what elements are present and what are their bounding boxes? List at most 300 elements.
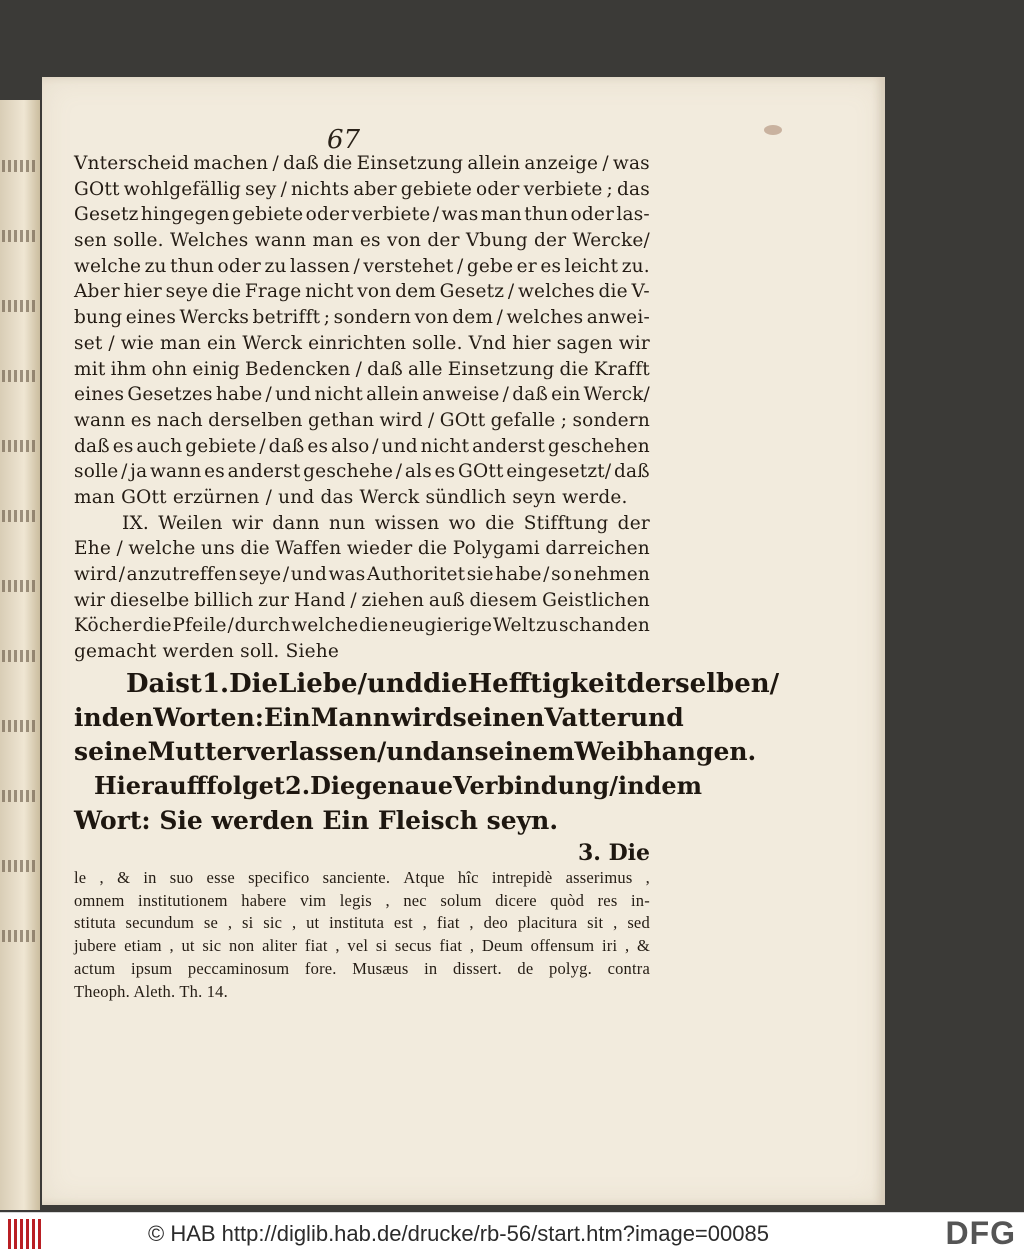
word: / — [502, 384, 510, 406]
word: seye — [165, 281, 209, 303]
word: dem — [395, 281, 436, 303]
word: Köcher — [74, 615, 142, 637]
word: Authoritet — [366, 564, 466, 585]
word: sed — [627, 913, 650, 933]
word: von — [357, 281, 392, 303]
word: Weib — [574, 736, 644, 766]
word: / — [280, 178, 288, 200]
word: Welches — [170, 230, 249, 252]
text-line — [74, 434, 650, 460]
word: 2. — [285, 770, 311, 800]
word: , — [422, 913, 427, 933]
word: seine — [74, 736, 148, 766]
footnote-line — [74, 890, 650, 913]
word: asserimus — [565, 867, 633, 887]
word: ohn — [151, 358, 188, 380]
word: fiat — [436, 913, 460, 933]
word: ; — [560, 409, 568, 431]
word: / — [350, 589, 357, 611]
word: man — [480, 204, 522, 226]
word: ein — [207, 332, 237, 354]
word: nicht — [305, 281, 354, 303]
word: es — [204, 461, 225, 483]
word: es — [307, 435, 329, 457]
word: lassen — [290, 255, 350, 277]
word: verbiete — [523, 178, 603, 200]
word: Geistlichen — [542, 589, 650, 611]
footnote-line — [74, 935, 650, 958]
word: anwei- — [586, 307, 650, 329]
word: Verbindung/ — [453, 770, 618, 800]
word: der — [534, 230, 567, 252]
word: Polygami — [452, 538, 540, 560]
latin-footnote — [74, 867, 650, 1004]
word: und — [275, 384, 312, 406]
text-line — [74, 177, 650, 203]
text-line: gemacht werden soll. Siehe — [74, 641, 339, 663]
word: wann — [74, 409, 126, 431]
word: wird — [74, 564, 118, 585]
word: zu — [536, 615, 559, 637]
word: gebe — [466, 255, 514, 277]
word: das — [616, 178, 650, 200]
word: aliter — [262, 936, 298, 956]
word: las- — [616, 204, 650, 226]
text-line — [74, 613, 650, 639]
word: , — [169, 936, 174, 956]
word: omnem — [74, 890, 125, 910]
word: seinen — [452, 702, 545, 732]
word: daß — [367, 358, 403, 380]
word: Welt — [492, 615, 536, 637]
word: / — [602, 153, 609, 174]
word: Die — [310, 770, 356, 800]
word: die — [598, 281, 628, 303]
word: placitura — [517, 913, 578, 933]
word: wird — [390, 702, 453, 732]
word: wie — [120, 332, 155, 354]
word: zur — [258, 589, 290, 611]
word: : — [254, 702, 264, 732]
word: seye — [238, 564, 282, 585]
word: Gesetzes — [127, 384, 213, 406]
word: leicht — [564, 255, 619, 277]
word: Hierauff — [94, 770, 207, 800]
word: ein — [551, 384, 581, 406]
word: offensum — [530, 936, 595, 956]
word: gebiete — [232, 204, 304, 226]
word: er — [516, 255, 537, 277]
word: die — [485, 512, 515, 534]
word: Mann — [310, 702, 391, 732]
word: , — [385, 890, 390, 910]
word: dieselbe — [109, 589, 190, 611]
word: man — [160, 332, 202, 354]
word: die — [142, 615, 172, 637]
paragraph-ix — [74, 511, 650, 665]
word: deo — [483, 913, 508, 933]
word: wann — [254, 230, 307, 252]
previous-page-edge — [0, 100, 40, 1210]
word: Liebe/ — [278, 668, 367, 699]
text-line — [74, 254, 650, 280]
text-line — [74, 511, 650, 537]
word: die — [422, 668, 468, 699]
word: welche — [74, 255, 142, 277]
text-line — [74, 228, 650, 254]
word: in — [617, 770, 645, 800]
text-line — [74, 562, 650, 588]
word: Da — [126, 668, 166, 699]
text-line — [74, 202, 650, 228]
word: polyg. — [549, 958, 592, 978]
word: est — [393, 913, 413, 933]
word: billich — [194, 589, 254, 611]
word: in- — [630, 890, 650, 910]
large-text-line — [74, 769, 702, 803]
word: set — [74, 332, 103, 354]
word: hier — [123, 281, 162, 303]
word: Wercks — [179, 307, 250, 329]
word: anderst — [472, 435, 545, 457]
word: hingegen — [140, 204, 230, 226]
word: also — [331, 435, 370, 457]
text-line — [74, 279, 650, 305]
text-line — [74, 382, 650, 408]
word: vim — [299, 890, 327, 910]
word: / — [428, 409, 435, 431]
text-line — [74, 305, 650, 331]
word: verbiete — [351, 204, 431, 226]
text-line — [74, 536, 650, 562]
large-text-line — [74, 701, 684, 735]
word: suo — [169, 867, 194, 887]
word: anzutreffen — [126, 564, 238, 585]
word: , — [227, 913, 233, 933]
emphasis-block — [74, 667, 780, 839]
word: solle. — [113, 230, 164, 252]
text-line — [74, 331, 650, 357]
word: Gesetz — [439, 281, 505, 303]
word: sondern — [572, 409, 650, 431]
word: daß — [74, 435, 110, 457]
word: Worten — [153, 702, 255, 732]
word: zu — [264, 255, 287, 277]
word: Musæus — [352, 958, 409, 978]
word: / — [355, 358, 362, 380]
word: einig — [192, 358, 240, 380]
word: und — [386, 736, 441, 766]
word: wo — [448, 512, 476, 534]
word: wird — [379, 409, 423, 431]
footer-bar — [0, 1212, 1024, 1255]
word: gebiete — [185, 435, 257, 457]
word: wohlgefällig — [123, 178, 242, 200]
word: einrichten — [308, 332, 407, 354]
word: , — [469, 913, 474, 933]
word: res — [597, 890, 618, 910]
word: geschehen — [547, 435, 650, 457]
word: und — [629, 702, 684, 732]
word: ja — [130, 461, 148, 483]
word: le — [74, 867, 87, 887]
word: ziehen — [361, 589, 425, 611]
word: oder — [217, 255, 262, 277]
word: was — [612, 153, 650, 174]
word: es — [130, 409, 152, 431]
word: fiat — [439, 936, 463, 956]
word: sey — [245, 178, 277, 200]
word: Bedencken — [244, 358, 351, 380]
word: uns — [200, 538, 235, 560]
word: darreichen — [545, 538, 650, 560]
word: & — [117, 867, 131, 887]
word: / — [353, 255, 360, 277]
word: Hand — [293, 589, 346, 611]
word: 1. — [201, 668, 230, 699]
word: alle — [408, 358, 443, 380]
word: eingesetzt/ — [506, 461, 612, 483]
word: Werck — [242, 332, 303, 354]
word: & — [636, 936, 650, 956]
word: geschehe — [303, 461, 394, 483]
word: der — [617, 512, 650, 534]
word: Mutter — [147, 736, 246, 766]
word: / — [118, 564, 126, 585]
word: / — [395, 461, 403, 483]
word: secus — [394, 936, 432, 956]
word: es — [359, 230, 381, 252]
word: auch — [136, 435, 183, 457]
word: GOtt — [439, 409, 486, 431]
word: an — [440, 736, 475, 766]
word: nehmen — [573, 564, 650, 585]
word: oder — [570, 204, 615, 226]
word: specifico — [248, 867, 310, 887]
word: Waffen — [275, 538, 342, 560]
word: gebiete — [400, 178, 473, 200]
word: habe — [215, 384, 263, 406]
word: Einsetzung — [356, 153, 464, 174]
word: GOtt — [74, 178, 120, 200]
word: wann — [149, 461, 202, 483]
word: schanden — [558, 615, 650, 637]
word: GOtt — [458, 461, 504, 483]
word: welches — [518, 281, 595, 303]
large-text-line — [74, 735, 757, 769]
word: sit — [587, 913, 604, 933]
word: Krafft — [593, 358, 650, 380]
word: welches — [506, 307, 584, 329]
word: und — [290, 564, 327, 585]
word: hîc — [457, 867, 479, 887]
word: betrifft — [252, 307, 321, 329]
word: IX. — [122, 512, 149, 534]
dfg-logo: DFG — [945, 1215, 1016, 1251]
word: nach — [156, 409, 203, 431]
text-line — [74, 588, 650, 614]
word: als — [404, 461, 432, 483]
word: allein — [467, 153, 521, 174]
word: / — [543, 564, 550, 585]
word: V- — [631, 281, 650, 303]
word: thun — [170, 255, 215, 277]
word: / — [282, 564, 290, 585]
word: actum — [74, 958, 116, 978]
word: , — [624, 936, 630, 956]
word: Wercke/ — [572, 230, 650, 252]
paper-stain — [764, 125, 782, 135]
word: zu — [144, 255, 167, 277]
word: und — [366, 668, 423, 699]
word: / — [227, 615, 234, 637]
word: instituta — [329, 913, 385, 933]
word: ; — [323, 307, 331, 329]
word: von — [387, 230, 422, 252]
word: hangen. — [643, 736, 757, 766]
word: ; — [606, 178, 613, 200]
word: habe — [495, 564, 542, 585]
word: gethan — [307, 409, 375, 431]
word: sondern — [333, 307, 412, 329]
catchword: 3. Die — [577, 839, 650, 866]
word: , — [99, 867, 104, 887]
word: sic — [263, 913, 283, 933]
word: jubere — [74, 936, 117, 956]
word: genaue — [355, 770, 454, 800]
word: es — [540, 255, 562, 277]
word: eines — [125, 307, 177, 329]
word: Werck/ — [583, 384, 650, 406]
word: , — [291, 913, 297, 933]
word: sen — [74, 230, 107, 252]
word: gefalle — [490, 409, 556, 431]
word: wissen — [374, 512, 440, 534]
word: bung — [74, 307, 123, 329]
word: dem — [644, 770, 702, 800]
word: solum — [440, 890, 482, 910]
word: hier — [512, 332, 551, 354]
word: contra — [607, 958, 650, 978]
word: / — [496, 307, 504, 329]
word: verlassen/ — [245, 736, 387, 766]
large-text-line — [74, 667, 780, 701]
word: daß — [283, 153, 319, 174]
word: Aber — [74, 281, 120, 303]
word: in — [424, 958, 438, 978]
word: die — [240, 538, 270, 560]
word: / — [265, 384, 272, 406]
word: nec — [403, 890, 427, 910]
word: eines — [74, 384, 125, 406]
word: / — [507, 281, 515, 303]
word: stituta — [74, 913, 116, 933]
word: ut — [181, 936, 195, 956]
word: auß — [428, 589, 465, 611]
word: wieder — [346, 538, 413, 560]
word: daß — [613, 461, 650, 483]
word: die — [559, 358, 589, 380]
word: nicht — [420, 435, 470, 457]
word: peccaminosum — [187, 958, 290, 978]
word: es — [434, 461, 456, 483]
word: was — [441, 204, 479, 226]
word: was — [328, 564, 366, 585]
word: Vbung — [465, 230, 528, 252]
word: Weilen — [158, 512, 223, 534]
word: Vnd — [468, 332, 507, 354]
word: Vnterscheid — [74, 153, 190, 174]
word: Frage — [244, 281, 302, 303]
word: derselben — [208, 409, 303, 431]
word: / — [259, 435, 266, 457]
word: sic — [202, 936, 222, 956]
word: machen — [193, 153, 269, 174]
word: Deum — [481, 936, 523, 956]
word: fiat — [304, 936, 328, 956]
source-link[interactable]: © HAB http://diglib.hab.de/drucke/rb-56/start.htm?image=00085 — [148, 1221, 769, 1246]
word: derselben/ — [626, 668, 780, 699]
word: dem — [452, 307, 494, 329]
word: , — [469, 936, 475, 956]
word: Hefftigkeit — [467, 668, 627, 699]
word: in — [74, 702, 102, 732]
word: de — [517, 958, 534, 978]
word: si — [375, 936, 388, 956]
word: solle — [74, 461, 119, 483]
word: Pfeile — [172, 615, 227, 637]
word: anzeige — [524, 153, 599, 174]
text-line — [74, 459, 650, 485]
word: institutionem — [138, 890, 228, 910]
word: Vatter — [544, 702, 630, 732]
word: allein — [366, 384, 419, 406]
text-line — [74, 151, 650, 177]
word: vel — [347, 936, 369, 956]
word: non — [229, 936, 255, 956]
word: anderst — [227, 461, 301, 483]
word: die — [417, 538, 448, 560]
word: sagen — [556, 332, 613, 354]
word: es — [112, 435, 134, 457]
footnote-line — [74, 958, 650, 981]
word: quòd — [550, 890, 585, 910]
word: intrepidè — [491, 867, 553, 887]
library-logo-icon — [8, 1219, 44, 1249]
word: die — [359, 615, 389, 637]
page-number: 67 — [327, 125, 361, 155]
word: der — [427, 230, 460, 252]
word: daß — [268, 435, 305, 457]
footnote-line — [74, 867, 650, 890]
word: neugierige — [389, 615, 493, 637]
word: legis — [339, 890, 372, 910]
word: si — [241, 913, 254, 933]
footnote-line — [74, 912, 650, 935]
word: / — [116, 538, 123, 560]
word: seinem — [474, 736, 575, 766]
word: / — [372, 435, 379, 457]
word: solle. — [412, 332, 463, 354]
word: fore. — [304, 958, 337, 978]
word: / — [272, 153, 279, 174]
large-text-line: Wort: Sie werden Ein Fleisch seyn. — [74, 805, 559, 835]
word: wir — [231, 512, 263, 534]
word: ihm — [110, 358, 147, 380]
word: ut — [306, 913, 320, 933]
word: anweise — [422, 384, 500, 406]
word: esse — [206, 867, 235, 887]
